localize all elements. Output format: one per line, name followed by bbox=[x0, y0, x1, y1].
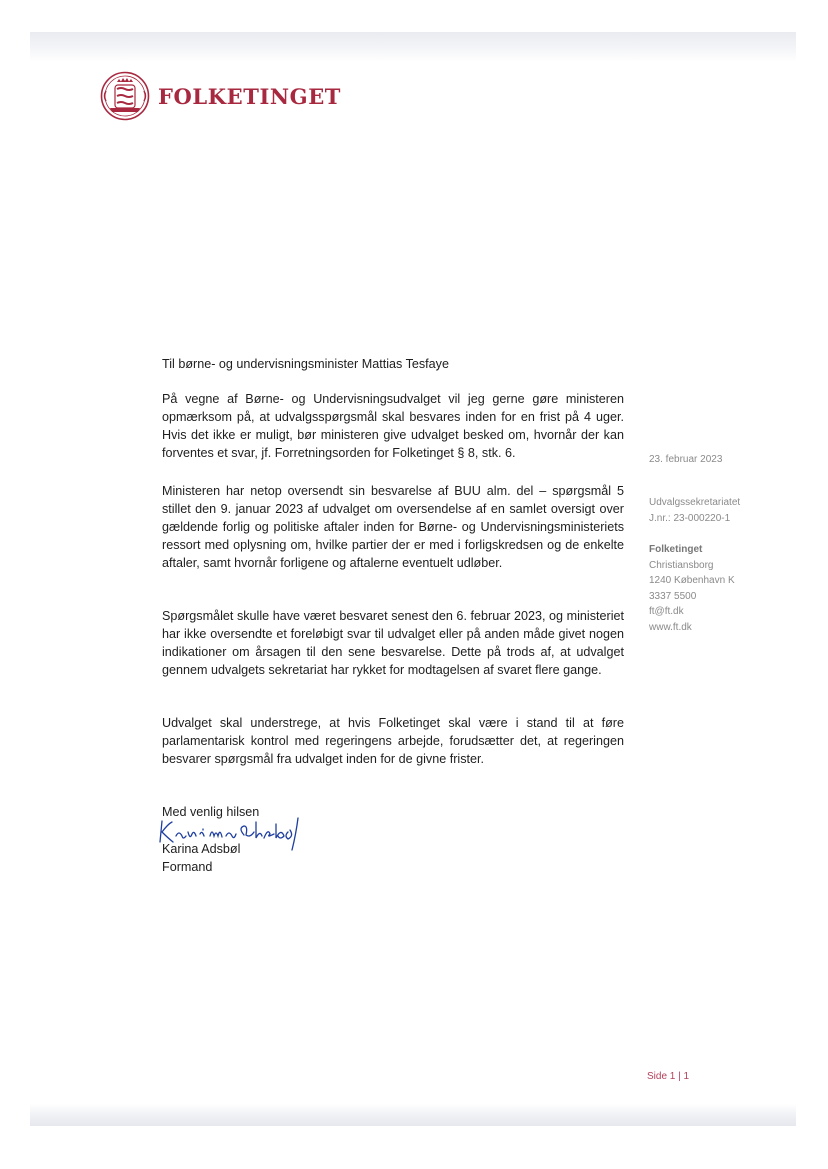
address-website: www.ft.dk bbox=[649, 621, 692, 633]
department-name: Udvalgssekretariatet bbox=[649, 497, 741, 508]
address-org: Folketinget bbox=[649, 544, 703, 555]
letter-date bbox=[649, 452, 722, 468]
address-phone: 3337 5500 bbox=[649, 590, 697, 602]
journal-number: J.nr.: 23-000220-1 bbox=[649, 512, 731, 524]
org-name: FOLKETINGET bbox=[158, 83, 342, 109]
folketinget-logo bbox=[100, 70, 341, 122]
body-paragraph-4: Udvalget skal understrege, at hvis Folketinget skal være i stand til at føre parlamentarisk kontrol med regeringens arbejde, forudsætter det, at regeringen besvarer spørgsmål fra udvalget inden for de givne frister. bbox=[162, 716, 624, 766]
date-text: 23. februar 2023 bbox=[649, 454, 723, 465]
address-email: ft@ft.dk bbox=[649, 606, 684, 617]
address-building: Christiansborg bbox=[649, 559, 714, 571]
scan-edge-bottom bbox=[30, 1104, 796, 1126]
page-number: Side 1 | 1 bbox=[647, 1071, 690, 1082]
body-paragraph-2: Ministeren har netop oversendt sin besvarelse af BUU alm. del – spørgsmål 5 stillet den 9. januar 2023 af udvalget om oversendelse af en samlet oversigt over gældende forlig og politiske aftaler inden for Børne- og Undervisningsministeriets ressort med oplysning om, hvilke partier der er med i forligskredsen og de enkelte aftaler, samt hvornår forligene og aftalerne eventuelt udløber. bbox=[162, 484, 624, 570]
address-city: 1240 København K bbox=[649, 575, 735, 586]
recipient-line: Til børne- og undervisningsminister Mattias Tesfaye bbox=[162, 357, 449, 371]
scan-edge-top bbox=[30, 32, 796, 62]
body-paragraph-3: Spørgsmålet skulle have været besvaret senest den 6. februar 2023, og ministeriet har ikke oversendte et foreløbigt svar til udvalget eller på anden måde givet nogen indikationer om årsagen til den sene besvarelse. Dette på trods af, at udvalget gennem udvalgets sekretariat har rykket for modtagelsen af svaret flere gange. bbox=[162, 609, 624, 677]
reference-block bbox=[649, 495, 740, 526]
address-block bbox=[649, 542, 735, 635]
signer-title: Formand bbox=[162, 860, 213, 874]
signer-name: Karina Adsbøl bbox=[162, 842, 241, 856]
closing-salutation: Med venlig hilsen bbox=[162, 805, 260, 819]
body-paragraph-1: På vegne af Børne- og Undervisningsudvalget vil jeg gerne gøre ministeren opmærksom på, at udvalgsspørgsmål skal besvares inden for en frist på 4 uger. Hvis det ikke er muligt, bør ministeren give udvalget besked om, hvornår der kan forventes et svar, jf. Forretningsorden for Folketinget § 8, stk. 6. bbox=[162, 392, 624, 460]
royal-coat-of-arms-seal-icon bbox=[100, 71, 150, 121]
